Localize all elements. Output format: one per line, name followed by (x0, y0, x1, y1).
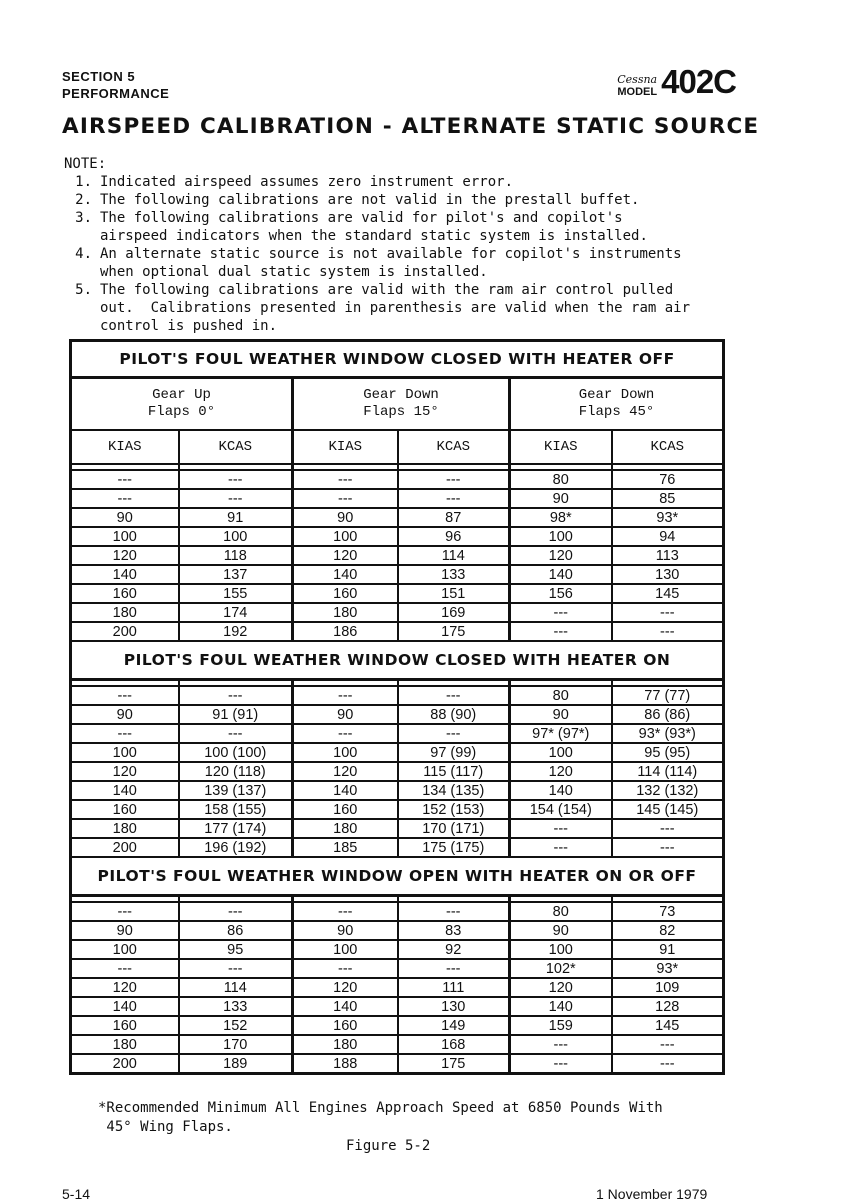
table-cell: --- (179, 686, 293, 705)
table-cell: --- (293, 959, 398, 978)
table-cell: --- (293, 470, 398, 489)
section-header-row (71, 341, 724, 378)
table-row (71, 622, 724, 641)
table-cell: 100 (100) (179, 743, 293, 762)
table-cell: 169 (398, 603, 510, 622)
table-cell: --- (179, 724, 293, 743)
note-text: airspeed indicators when the standard static system is installed. (100, 228, 648, 244)
table-cell: 120 (293, 762, 398, 781)
table-cell: 196 (192) (179, 838, 293, 857)
page-number: 5-14 (62, 1186, 91, 1202)
table-cell: 90 (510, 921, 612, 940)
table-cell: 98* (510, 508, 612, 527)
table-cell: --- (293, 724, 398, 743)
section-header-row (71, 857, 724, 896)
table-row (71, 819, 724, 838)
page-title: AIRSPEED CALIBRATION - ALTERNATE STATIC SOURCE (62, 114, 760, 139)
note-line (64, 263, 744, 281)
table-cell: 170 (171) (398, 819, 510, 838)
table-cell: 95 (179, 940, 293, 959)
table-cell: --- (398, 489, 510, 508)
table-row (71, 527, 724, 546)
table-cell: 140 (510, 565, 612, 584)
table-cell: 168 (398, 1035, 510, 1054)
section-title: PERFORMANCE (62, 86, 170, 101)
table-cell: 137 (179, 565, 293, 584)
table-cell: 95 (95) (612, 743, 724, 762)
table-cell: 152 (153) (398, 800, 510, 819)
table-cell: 100 (510, 940, 612, 959)
table-cell: 180 (293, 819, 398, 838)
table-cell: 140 (510, 997, 612, 1016)
table-cell: --- (398, 902, 510, 921)
table-cell: --- (510, 603, 612, 622)
note-line (64, 299, 744, 317)
table-cell: 200 (71, 838, 179, 857)
column-header: KIAS (293, 430, 398, 464)
table-cell: 132 (132) (612, 781, 724, 800)
table-cell: 87 (398, 508, 510, 527)
table-cell: 185 (293, 838, 398, 857)
table-row (71, 565, 724, 584)
note-line (64, 209, 744, 227)
table-row (71, 508, 724, 527)
table-cell: 151 (398, 584, 510, 603)
note-line (64, 281, 744, 299)
note-number (64, 263, 100, 281)
table-cell: 120 (510, 762, 612, 781)
table-cell: --- (612, 819, 724, 838)
table-cell: 130 (398, 997, 510, 1016)
table-cell: 160 (71, 1016, 179, 1035)
note-text: out. Calibrations presented in parenthesis are valid when the ram air (100, 300, 691, 316)
table-cell: 156 (510, 584, 612, 603)
table-cell: 140 (510, 781, 612, 800)
table-cell: 80 (510, 902, 612, 921)
table-row (71, 902, 724, 921)
table-row (71, 584, 724, 603)
table-cell: 140 (71, 781, 179, 800)
table-row (71, 489, 724, 508)
table-cell: 130 (612, 565, 724, 584)
table-cell: 134 (135) (398, 781, 510, 800)
column-header: KIAS (510, 430, 612, 464)
table-cell: --- (398, 470, 510, 489)
group-header (293, 378, 510, 431)
note-line (64, 317, 744, 335)
table-cell: --- (71, 686, 179, 705)
table-cell: 160 (293, 584, 398, 603)
table-cell: 90 (71, 508, 179, 527)
footnote-line-2: 45° Wing Flaps. (98, 1119, 233, 1135)
table-cell: 100 (71, 527, 179, 546)
table-cell: 113 (612, 546, 724, 565)
table-cell: 100 (179, 527, 293, 546)
table-cell: 180 (71, 1035, 179, 1054)
table-cell: --- (293, 902, 398, 921)
airspeed-calibration-table (69, 339, 725, 1075)
table-cell: 73 (612, 902, 724, 921)
table-cell: 114 (179, 978, 293, 997)
table-row (71, 1054, 724, 1074)
model-label: MODEL (617, 86, 658, 98)
table-cell: 90 (71, 705, 179, 724)
table-cell: 109 (612, 978, 724, 997)
table-cell: --- (179, 489, 293, 508)
group-flaps: Flaps 15° (363, 404, 439, 420)
table-cell: --- (612, 838, 724, 857)
table-row (71, 705, 724, 724)
table-cell: 80 (510, 470, 612, 489)
table-cell: --- (71, 470, 179, 489)
table-cell: 91 (179, 508, 293, 527)
table-cell: 100 (71, 940, 179, 959)
table-cell: 180 (293, 603, 398, 622)
table-cell: 90 (293, 921, 398, 940)
table-cell: 186 (293, 622, 398, 641)
table-cell: 140 (293, 781, 398, 800)
section-label: SECTION 5 (62, 69, 136, 84)
table-cell: 76 (612, 470, 724, 489)
table-cell: 120 (510, 978, 612, 997)
table-cell: 91 (612, 940, 724, 959)
table-cell: 97* (97*) (510, 724, 612, 743)
column-header: KCAS (179, 430, 293, 464)
table-cell: --- (398, 686, 510, 705)
table-cell: --- (510, 622, 612, 641)
table-cell: 175 (398, 622, 510, 641)
table-cell: 100 (510, 527, 612, 546)
table-cell: 86 (179, 921, 293, 940)
table-cell: 111 (398, 978, 510, 997)
table-cell: 128 (612, 997, 724, 1016)
table-cell: 92 (398, 940, 510, 959)
table-cell: --- (510, 819, 612, 838)
table-cell: 100 (293, 743, 398, 762)
table-cell: 93* (93*) (612, 724, 724, 743)
table-cell: 94 (612, 527, 724, 546)
note-text: The following calibrations are valid with the ram air control pulled (100, 282, 674, 298)
table-row (71, 959, 724, 978)
notes-heading: NOTE: (64, 156, 107, 172)
table-row (71, 800, 724, 819)
table-cell: 88 (90) (398, 705, 510, 724)
table-cell: --- (179, 902, 293, 921)
note-number: 2. (75, 192, 92, 208)
note-line (64, 245, 744, 263)
note-line (64, 227, 744, 245)
revision-date: 1 November 1979 (596, 1186, 708, 1202)
table-row (71, 997, 724, 1016)
table-cell: --- (612, 622, 724, 641)
table-cell: 160 (71, 800, 179, 819)
table-cell: --- (510, 1054, 612, 1074)
table-row (71, 743, 724, 762)
table-cell: 140 (71, 565, 179, 584)
table-cell: --- (398, 959, 510, 978)
table-cell: 77 (77) (612, 686, 724, 705)
note-text: control is pushed in. (100, 318, 278, 334)
table-cell: 145 (612, 1016, 724, 1035)
table-row (71, 1016, 724, 1035)
table-cell: 180 (293, 1035, 398, 1054)
note-text: Indicated airspeed assumes zero instrument error. (100, 174, 514, 190)
note-number (64, 227, 100, 245)
table-cell: --- (71, 902, 179, 921)
table-cell: 188 (293, 1054, 398, 1074)
table-row (71, 686, 724, 705)
table-row (71, 470, 724, 489)
table-cell: 97 (99) (398, 743, 510, 762)
table-cell: 120 (71, 978, 179, 997)
table-cell: 180 (71, 603, 179, 622)
section-title: PILOT'S FOUL WEATHER WINDOW CLOSED WITH HEATER OFF (71, 341, 724, 378)
table-cell: 200 (71, 622, 179, 641)
table-cell: 155 (179, 584, 293, 603)
table-cell: 93* (612, 508, 724, 527)
model-number: 402C (661, 63, 736, 100)
table-cell: --- (510, 838, 612, 857)
table-cell: 154 (154) (510, 800, 612, 819)
column-header-row (71, 430, 724, 464)
table-row (71, 724, 724, 743)
note-text: The following calibrations are valid for pilot's and copilot's (100, 210, 623, 226)
table-cell: 159 (510, 1016, 612, 1035)
table-cell: 174 (179, 603, 293, 622)
table-cell: 118 (179, 546, 293, 565)
notes-block (64, 155, 744, 335)
table-cell: 80 (510, 686, 612, 705)
table-cell: 140 (293, 997, 398, 1016)
table-cell: 133 (398, 565, 510, 584)
table-cell: 170 (179, 1035, 293, 1054)
group-gear: Gear Down (363, 387, 439, 403)
table-cell: 114 (114) (612, 762, 724, 781)
table-cell: 120 (71, 762, 179, 781)
table-row (71, 603, 724, 622)
note-number (64, 317, 100, 335)
table-cell: 90 (71, 921, 179, 940)
note-line (64, 173, 744, 191)
section-header-row (71, 641, 724, 680)
table-cell: 180 (71, 819, 179, 838)
section-title: PILOT'S FOUL WEATHER WINDOW CLOSED WITH HEATER ON (71, 641, 724, 680)
table-cell: 114 (398, 546, 510, 565)
table-cell: --- (612, 1035, 724, 1054)
group-gear: Gear Up (152, 387, 211, 403)
note-number: 5. (75, 282, 92, 298)
section-title: PILOT'S FOUL WEATHER WINDOW OPEN WITH HEATER ON OR OFF (71, 857, 724, 896)
table-row (71, 940, 724, 959)
brand-logo: Cessna (617, 73, 658, 86)
table-cell: 83 (398, 921, 510, 940)
table-cell: --- (293, 489, 398, 508)
note-number: 4. (75, 246, 92, 262)
table-cell: 120 (510, 546, 612, 565)
table-cell: 177 (174) (179, 819, 293, 838)
table-cell: 100 (510, 743, 612, 762)
note-text: when optional dual static system is installed. (100, 264, 488, 280)
table-cell: 140 (293, 565, 398, 584)
table-cell: --- (71, 959, 179, 978)
group-header (71, 378, 293, 431)
table-row (71, 838, 724, 857)
table-cell: 100 (293, 527, 398, 546)
table-cell: 102* (510, 959, 612, 978)
note-number (64, 299, 100, 317)
table-cell: 140 (71, 997, 179, 1016)
page-header-right (617, 63, 736, 100)
table-cell: 100 (71, 743, 179, 762)
group-flaps: Flaps 45° (578, 404, 655, 420)
table-row (71, 762, 724, 781)
column-header: KCAS (612, 430, 724, 464)
note-text: An alternate static source is not available for copilot's instruments (100, 246, 682, 262)
group-header-row (71, 378, 724, 431)
table-cell: 90 (510, 489, 612, 508)
table-row (71, 781, 724, 800)
table-cell: 120 (293, 546, 398, 565)
table-cell: 115 (117) (398, 762, 510, 781)
table-cell: 86 (86) (612, 705, 724, 724)
column-header: KCAS (398, 430, 510, 464)
note-text: The following calibrations are not valid in the prestall buffet. (100, 192, 640, 208)
table-cell: 90 (510, 705, 612, 724)
table-cell: --- (510, 1035, 612, 1054)
table-cell: 90 (293, 508, 398, 527)
table-cell: 96 (398, 527, 510, 546)
table-cell: --- (612, 603, 724, 622)
group-flaps: Flaps 0° (147, 404, 216, 420)
table-cell: --- (398, 724, 510, 743)
footnote (98, 1099, 663, 1137)
figure-caption: Figure 5-2 (346, 1138, 431, 1154)
table-cell: 93* (612, 959, 724, 978)
table-cell: 120 (118) (179, 762, 293, 781)
column-header: KIAS (71, 430, 179, 464)
table-cell: 82 (612, 921, 724, 940)
table-cell: 145 (145) (612, 800, 724, 819)
table-cell: 149 (398, 1016, 510, 1035)
table-cell: 133 (179, 997, 293, 1016)
table-cell: 85 (612, 489, 724, 508)
table-cell: 192 (179, 622, 293, 641)
table-cell: --- (179, 959, 293, 978)
table-cell: 158 (155) (179, 800, 293, 819)
table-cell: 139 (137) (179, 781, 293, 800)
table-cell: 120 (71, 546, 179, 565)
note-number: 1. (75, 174, 92, 190)
table-cell: 175 (398, 1054, 510, 1074)
table-row (71, 978, 724, 997)
table-cell: --- (71, 724, 179, 743)
table-cell: 189 (179, 1054, 293, 1074)
brand-box (617, 74, 657, 98)
group-header (510, 378, 724, 431)
table-row (71, 546, 724, 565)
table-cell: 175 (175) (398, 838, 510, 857)
table-row (71, 921, 724, 940)
table-cell: 152 (179, 1016, 293, 1035)
group-gear: Gear Down (578, 387, 655, 403)
table-cell: 160 (71, 584, 179, 603)
table-row (71, 1035, 724, 1054)
table-cell: 90 (293, 705, 398, 724)
table-cell: 145 (612, 584, 724, 603)
table-cell: 160 (293, 800, 398, 819)
table-cell: 100 (293, 940, 398, 959)
table-cell: --- (179, 470, 293, 489)
footnote-line-1: *Recommended Minimum All Engines Approach Speed at 6850 Pounds With (98, 1100, 663, 1116)
note-line (64, 191, 744, 209)
note-number: 3. (75, 210, 92, 226)
table-cell: --- (293, 686, 398, 705)
table-cell: --- (612, 1054, 724, 1074)
page-header-left (62, 68, 169, 102)
table-cell: 120 (293, 978, 398, 997)
table-cell: 91 (91) (179, 705, 293, 724)
table-cell: 200 (71, 1054, 179, 1074)
table-cell: 160 (293, 1016, 398, 1035)
table-cell: --- (71, 489, 179, 508)
